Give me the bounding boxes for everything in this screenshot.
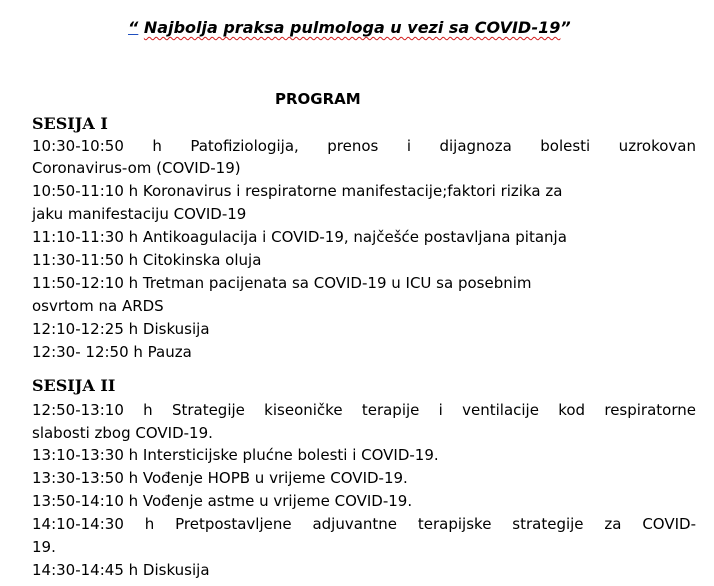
session-2-line: 13:10-13:30 h Intersticijske plućne bolesti i COVID-19. — [32, 446, 439, 464]
session-1-line: 11:30-11:50 h Citokinska oluja — [32, 251, 262, 269]
session-heading-1: SESIJA I — [32, 114, 108, 133]
session-2-line: 13:30-13:50 h Vođenje HOPB u vrijeme COVID-19. — [32, 469, 408, 487]
session-1-line: osvrtom na ARDS — [32, 297, 164, 315]
session-1-line: 12:30- 12:50 h Pauza — [32, 343, 192, 361]
session-1-line: 10:30-10:50 h Patofiziologija, prenos i dijagnoza bolesti uzrokovan — [32, 137, 696, 155]
session-2-line: 13:50-14:10 h Vođenje astme u vrijeme COVID-19. — [32, 492, 413, 510]
session-1-line: 11:10-11:30 h Antikoagulacija i COVID-19, najčešće postavljana pitanja — [32, 228, 567, 246]
session-2-line: slabosti zbog COVID-19. — [32, 424, 213, 442]
document-title — [128, 18, 571, 37]
title-close-quote: ” — [560, 18, 571, 37]
program-heading: PROGRAM — [275, 90, 361, 108]
title-text: Najbolja praksa pulmologa u vezi sa COVID-19 — [143, 18, 561, 37]
title-open-quote: “ — [128, 18, 139, 37]
session-2-line: 12:50-13:10 h Strategije kiseoničke terapije i ventilacije kod respiratorne — [32, 401, 696, 419]
session-2-line: 14:10-14:30 h Pretpostavljene adjuvantne terapijske strategije za COVID- — [32, 515, 696, 533]
session-1-line: jaku manifestaciju COVID-19 — [32, 205, 247, 223]
session-2-line: 19. — [32, 538, 56, 556]
session-2-line: 14:30-14:45 h Diskusija — [32, 561, 210, 579]
session-heading-2: SESIJA II — [32, 376, 116, 395]
session-1-line: 11:50-12:10 h Tretman pacijenata sa COVID-19 u ICU sa posebnim — [32, 274, 532, 292]
session-1-line: 12:10-12:25 h Diskusija — [32, 320, 210, 338]
session-1-line: 10:50-11:10 h Koronavirus i respiratorne manifestacije;faktori rizika za — [32, 182, 563, 200]
session-1-line: Coronavirus-om (COVID-19) — [32, 159, 241, 177]
